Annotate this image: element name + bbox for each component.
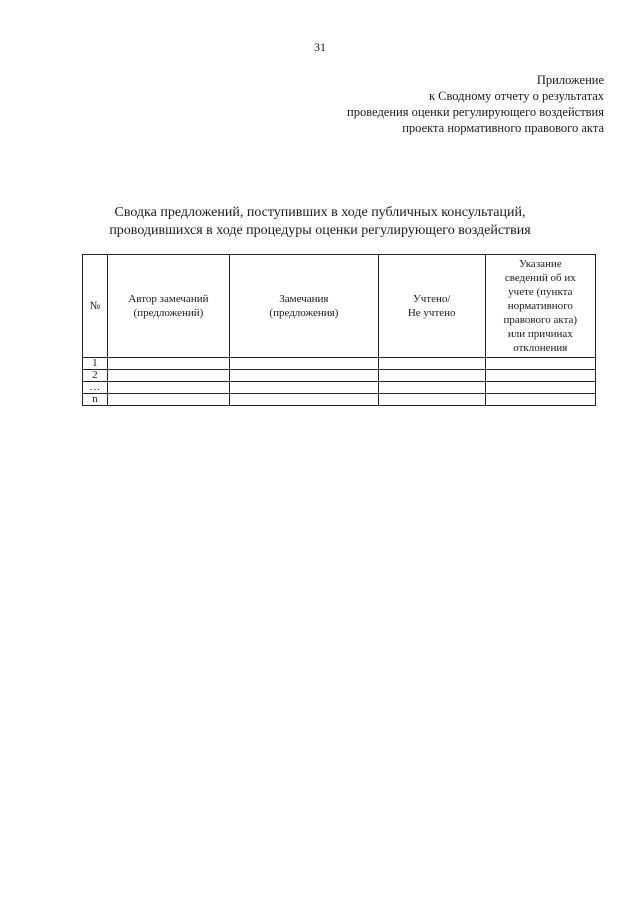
table-row: [83, 382, 596, 394]
header-remarks-line: Замечания: [279, 293, 329, 305]
header-note: [485, 255, 595, 358]
header-author: [107, 255, 229, 358]
title-line: проводившихся в ходе процедуры оценки регулирующего воздействия: [109, 223, 531, 238]
header-note-line: учете (пункта: [508, 286, 573, 298]
cell-remarks: [230, 370, 379, 382]
header-author-line: (предложений): [133, 307, 204, 319]
row-number: 1: [83, 358, 108, 370]
cell-note: [485, 358, 595, 370]
row-number: …: [83, 382, 108, 394]
appendix-block: [347, 72, 604, 136]
table-row: [83, 394, 596, 406]
appendix-line: проведения оценки регулирующего воздействия: [347, 105, 604, 119]
cell-remarks: [230, 382, 379, 394]
cell-accounted: [378, 358, 485, 370]
header-note-line: правового акта): [503, 314, 578, 326]
cell-accounted: [378, 370, 485, 382]
appendix-line: к Сводному отчету о результатах: [428, 89, 604, 103]
cell-author: [107, 370, 229, 382]
row-number: n: [83, 394, 108, 406]
table-row: [83, 370, 596, 382]
cell-author: [107, 382, 229, 394]
header-note-line: нормативного: [507, 300, 573, 312]
appendix-line: проекта нормативного правового акта: [402, 121, 604, 135]
header-note-line: или причинах: [507, 328, 573, 340]
header-remarks-line: (предложения): [269, 307, 339, 319]
row-number: 2: [83, 370, 108, 382]
cell-note: [485, 394, 595, 406]
header-remarks: [230, 255, 379, 358]
header-accounted-line: Учтено/: [412, 293, 451, 305]
header-author-line: Автор замечаний: [128, 293, 209, 305]
header-note-line: Указание: [518, 258, 562, 270]
header-note-line: отклонения: [513, 342, 568, 354]
cell-author: [107, 358, 229, 370]
cell-note: [485, 370, 595, 382]
table-header-row: [83, 255, 596, 358]
appendix-line: Приложение: [536, 73, 604, 87]
header-accounted: [378, 255, 485, 358]
cell-accounted: [378, 382, 485, 394]
cell-remarks: [230, 394, 379, 406]
header-number: №: [83, 255, 108, 358]
table-row: [83, 358, 596, 370]
cell-author: [107, 394, 229, 406]
cell-accounted: [378, 394, 485, 406]
cell-remarks: [230, 358, 379, 370]
page-number: 31: [314, 40, 326, 54]
cell-note: [485, 382, 595, 394]
header-note-line: сведений об их: [504, 272, 576, 284]
proposals-summary-table: [82, 254, 596, 406]
header-accounted-line: Не учтено: [407, 307, 456, 319]
title-line: Сводка предложений, поступивших в ходе публичных консультаций,: [114, 205, 526, 220]
document-title: [0, 204, 640, 240]
